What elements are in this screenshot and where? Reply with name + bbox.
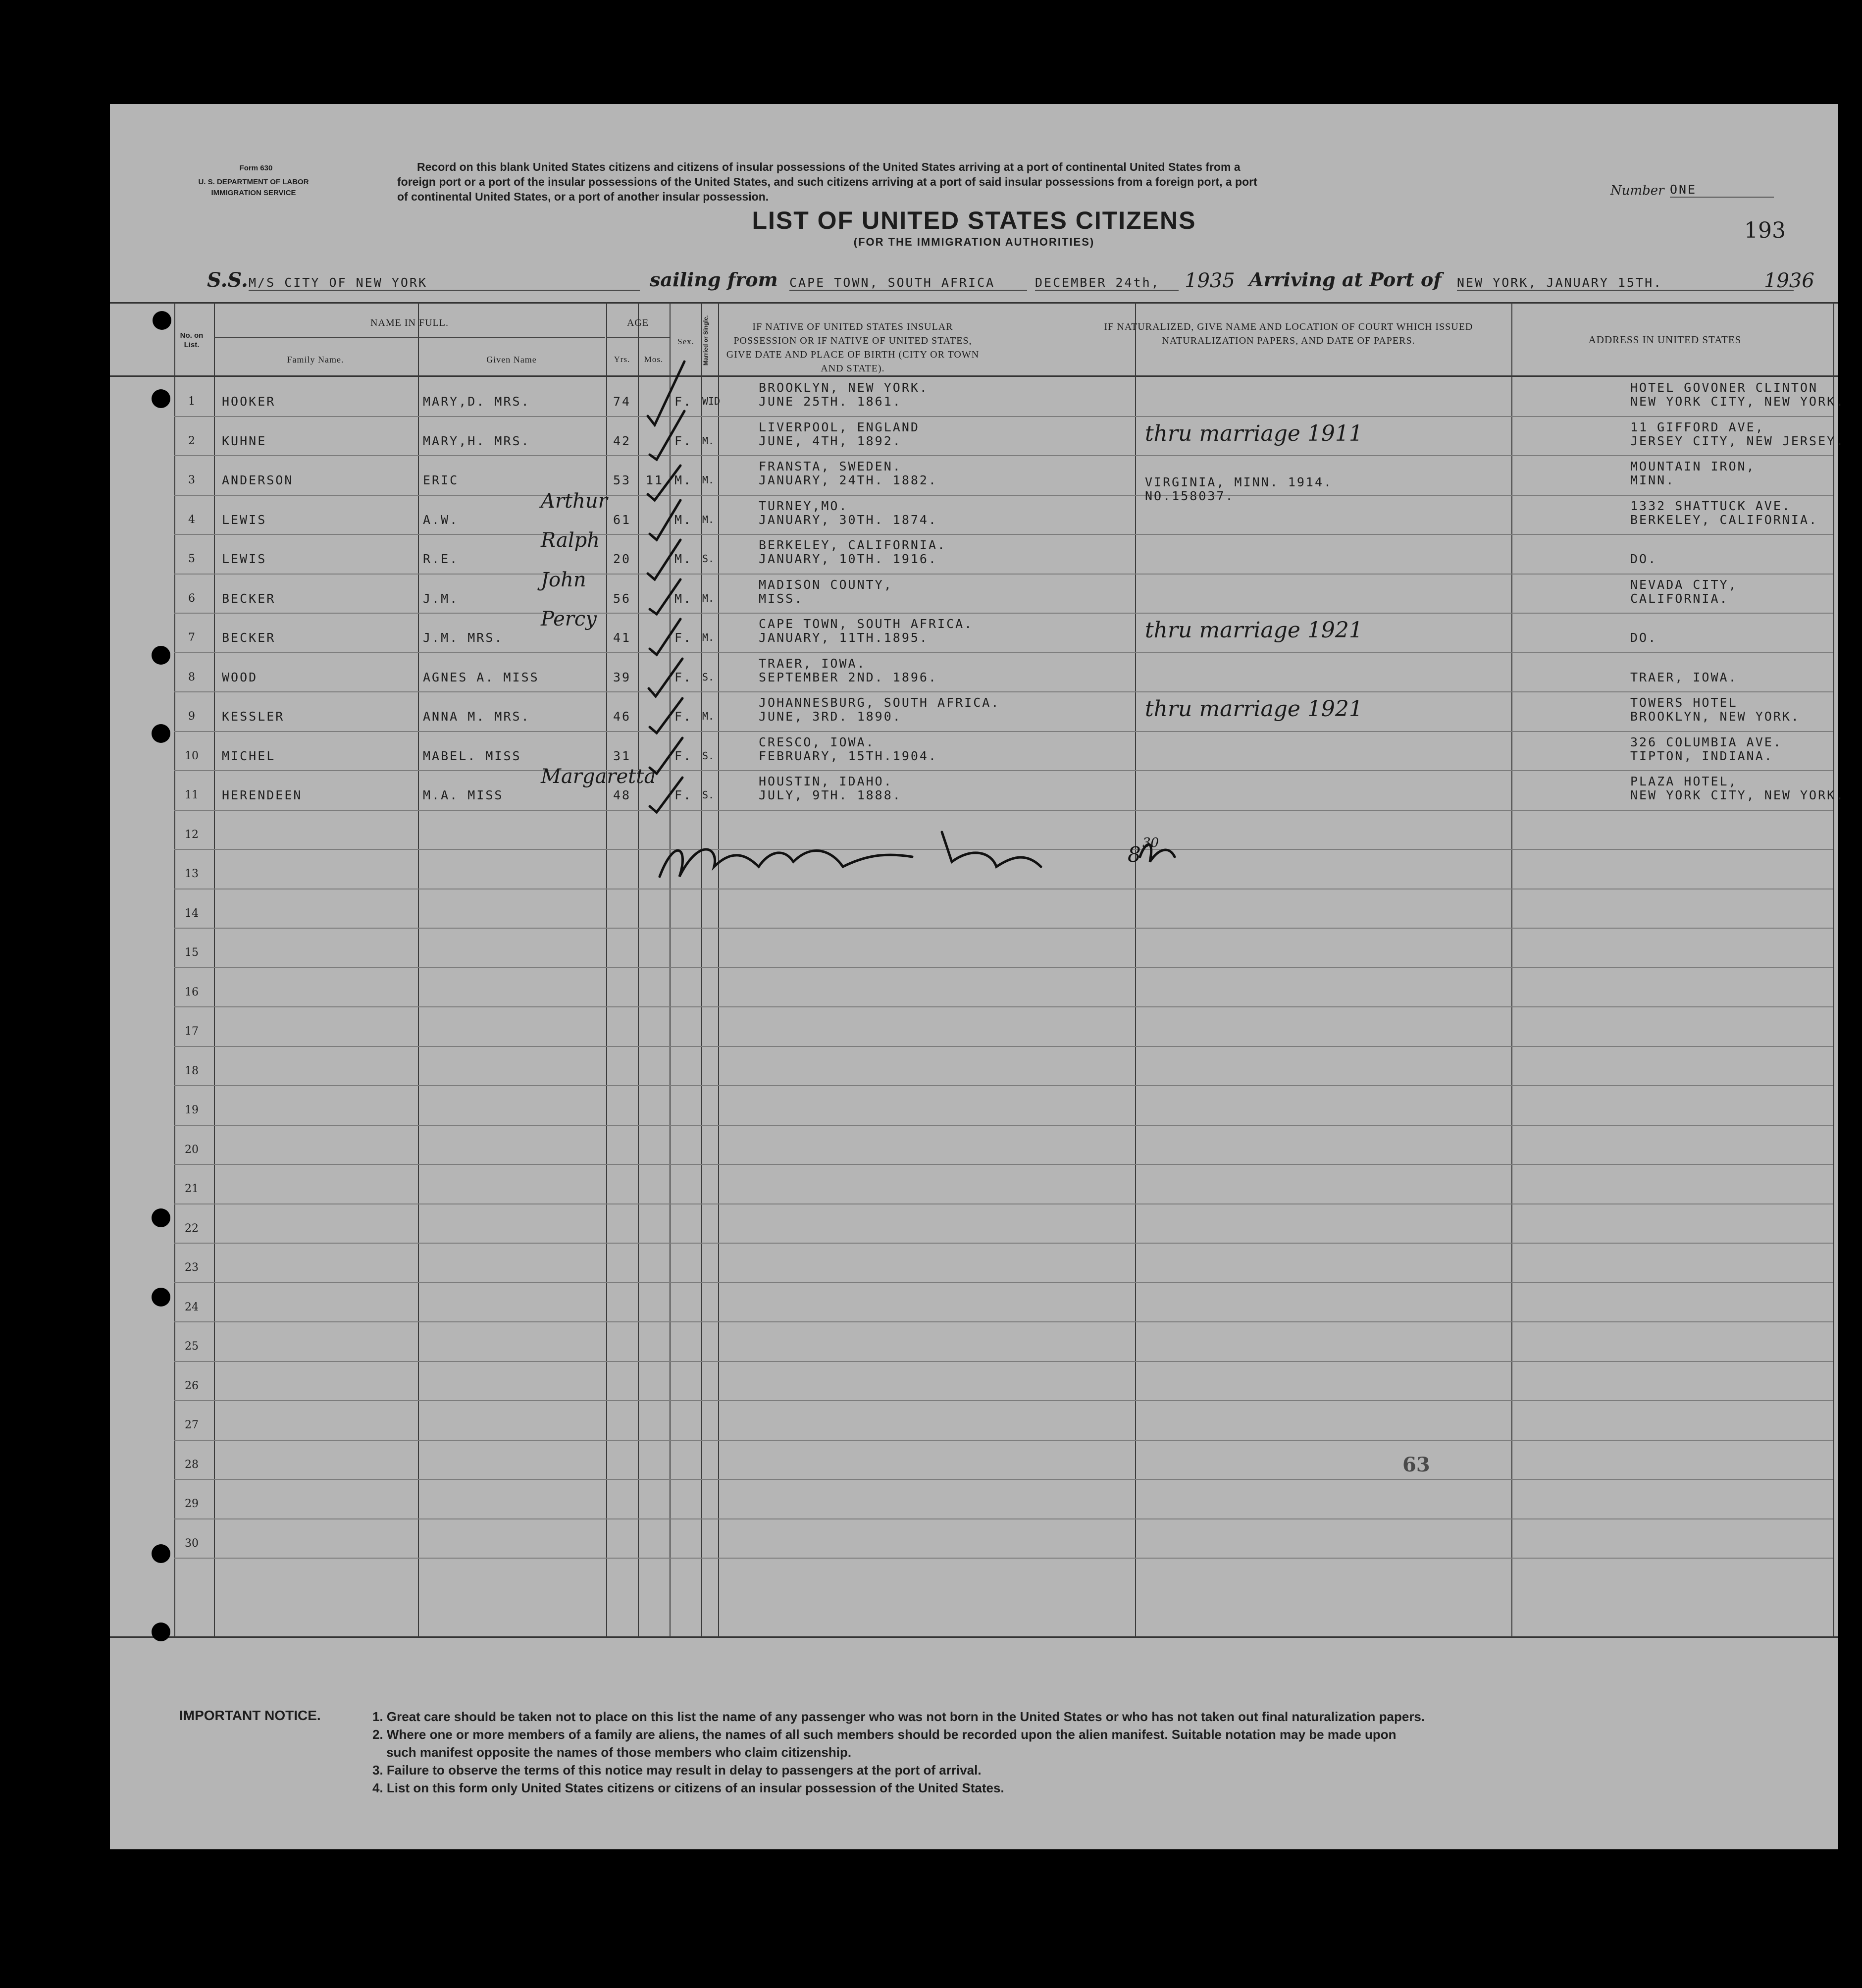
birth-date: JANUARY, 11TH.1895. [759, 630, 929, 645]
age-years: 74 [613, 394, 631, 409]
address-line-1: MOUNTAIN IRON, [1630, 459, 1756, 473]
punch-hole [152, 1622, 170, 1641]
family-name: HOOKER [222, 394, 276, 409]
family-name: KUHNE [222, 433, 267, 448]
given-name: J.M. [423, 591, 459, 606]
row-number: 11 [185, 789, 199, 801]
naturalization-court: VIRGINIA, MINN. 1914. [1145, 475, 1333, 489]
header-given-name: Given Name [486, 355, 537, 365]
birth-place: LIVERPOOL, ENGLAND [759, 419, 920, 434]
family-name: BECKER [222, 630, 276, 645]
punch-hole [152, 646, 170, 665]
row-number: 16 [185, 986, 199, 998]
row-number: 24 [185, 1301, 199, 1313]
birth-date: SEPTEMBER 2ND. 1896. [759, 670, 938, 684]
address-line-2: TIPTON, INDIANA. [1630, 748, 1773, 763]
service-label: IMMIGRATION SERVICE [211, 189, 296, 197]
row-number: 17 [185, 1025, 199, 1038]
instruction-line: foreign port or a port of the insular possessions of the United States, and such citizens arriving at a port of said insular possessions from a foreign port, a port [397, 175, 1257, 188]
row-number: 28 [185, 1458, 199, 1471]
address-line-2: DO. [1630, 630, 1657, 645]
sailing-year: 1935 [1185, 269, 1235, 292]
birth-place: HOUSTIN, IDAHO. [759, 774, 893, 788]
family-name: ANDERSON [222, 473, 294, 487]
address-line-2: NEW YORK CITY, NEW YORK. [1630, 394, 1845, 409]
family-name: HERENDEEN [222, 788, 303, 802]
birth-place: BROOKLYN, NEW YORK. [759, 380, 929, 395]
age-years: 42 [613, 433, 631, 448]
punch-hole [152, 724, 170, 743]
birth-place: CRESCO, IOWA. [759, 734, 875, 749]
age-years: 53 [613, 473, 631, 487]
notice-line-2b: such manifest opposite the names of those members who claim citizenship. [386, 1745, 852, 1760]
age-months: 11 [646, 473, 664, 487]
handwritten-marks [110, 104, 1838, 1849]
row-number: 30 [185, 1537, 199, 1550]
page-number: 193 [1744, 218, 1786, 243]
row-number: 12 [185, 828, 199, 841]
row-number: 29 [185, 1498, 199, 1510]
age-years: 39 [613, 670, 631, 684]
marital-status: WID [702, 395, 721, 407]
sailing-date: DECEMBER 24th, [1035, 275, 1179, 291]
given-name: ERIC [423, 473, 459, 487]
age-years: 31 [613, 748, 631, 763]
notice-body [372, 1708, 1425, 1797]
row-number: 23 [185, 1261, 199, 1274]
instruction-line: Record on this blank United States citizens and citizens of insular possessions of the United States arriving at a port of continental United States from a [417, 160, 1241, 173]
punch-hole [152, 1544, 170, 1563]
punch-hole [153, 311, 171, 330]
birth-place: MADISON COUNTY, [759, 577, 893, 592]
notice-line-2: 2. Where one or more members of a family are aliens, the names of all such members should be recorded upon the alien manifest. Suitable notation may be made upon [372, 1727, 1396, 1742]
given-name: M.A. MISS [423, 788, 504, 802]
arriving-port: NEW YORK, JANUARY 15TH. [1457, 275, 1794, 291]
handwritten-naturalization: thru marriage 1921 [1145, 618, 1363, 643]
instruction-line: of continental United States, or a port of another insular possession. [397, 190, 769, 203]
header-no-on-list: No. on List. [180, 331, 204, 349]
address-line-1: NEVADA CITY, [1630, 577, 1738, 592]
manifest-page [110, 104, 1845, 1849]
row-number: 27 [185, 1419, 199, 1431]
address-line-2: CALIFORNIA. [1630, 591, 1729, 606]
family-name: KESSLER [222, 709, 285, 724]
sex: F. [674, 748, 693, 763]
row-number: 18 [185, 1064, 199, 1077]
row-number: 13 [185, 868, 199, 880]
sailing-from: CAPE TOWN, SOUTH AFRICA [789, 275, 1027, 291]
header-married-or-single: Married or Single. [702, 315, 709, 366]
sex: M. [674, 591, 693, 606]
form-number: Form 630 [239, 164, 273, 172]
family-name: BECKER [222, 591, 276, 606]
given-name: R.E. [423, 552, 459, 566]
naturalization-number: NO.158037. [1145, 489, 1235, 503]
header-yrs: Yrs. [614, 355, 630, 364]
birth-date: JULY, 9TH. 1888. [759, 788, 902, 802]
row-number: 3 [188, 474, 195, 486]
row-number: 15 [185, 946, 199, 959]
family-name: WOOD [222, 670, 258, 684]
birth-date: JANUARY, 24TH. 1882. [759, 473, 938, 487]
notice-line-1: 1. Great care should be taken not to place on this list the name of any passenger who was not born in the United States or who has not taken out final naturalization papers. [372, 1709, 1425, 1724]
ship-prefix: S.S. [207, 268, 248, 292]
sex: M. [674, 552, 693, 566]
family-name: LEWIS [222, 512, 267, 527]
given-name: MARY,H. MRS. [423, 433, 530, 448]
signature-time-mark: 8 [1128, 842, 1141, 867]
stamp-number: 63 [1402, 1453, 1430, 1476]
age-years: 56 [613, 591, 631, 606]
row-number: 4 [188, 513, 195, 526]
row-number: 19 [185, 1104, 199, 1116]
sex: F. [674, 630, 693, 645]
address-line-1: HOTEL GOVONER CLINTON [1630, 380, 1818, 395]
birth-date: JUNE, 4TH, 1892. [759, 433, 902, 448]
arriving-label: Arriving at Port of [1249, 268, 1442, 291]
given-name: ANNA M. MRS. [423, 709, 530, 724]
punch-hole [152, 1288, 170, 1307]
address-line-2: BROOKLYN, NEW YORK. [1630, 709, 1800, 724]
row-number: 6 [188, 592, 195, 605]
header-birth-place: IF NATIVE OF UNITED STATES INSULAR POSSESSION OR IF NATIVE OF UNITED STATES, GIVE DATE AND PLACE OF BIRTH (CITY OR TOWN AND STATE). [726, 321, 980, 374]
sex: F. [674, 670, 693, 684]
row-number: 21 [185, 1183, 199, 1195]
punch-hole [152, 1208, 170, 1227]
age-years: 46 [613, 709, 631, 724]
handwritten-naturalization: thru marriage 1921 [1145, 696, 1363, 722]
family-name: LEWIS [222, 552, 267, 566]
birth-place: FRANSTA, SWEDEN. [759, 459, 902, 473]
sex: M. [674, 512, 693, 527]
age-years: 20 [613, 552, 631, 566]
given-name: MABEL. MISS [423, 748, 521, 763]
number-value: ONE [1670, 182, 1774, 198]
sex: M. [674, 473, 693, 487]
row-number: 26 [185, 1379, 199, 1392]
address-line-1: 326 COLUMBIA AVE. [1630, 734, 1782, 749]
header-naturalization: IF NATURALIZED, GIVE NAME AND LOCATION OF COURT WHICH ISSUED NATURALIZATION PAPERS, AND DATE OF PAPERS. [1104, 321, 1473, 346]
address-line-2: BERKELEY, CALIFORNIA. [1630, 512, 1818, 527]
address-line-2: TRAER, IOWA. [1630, 670, 1738, 684]
notice-line-3: 3. Failure to observe the terms of this notice may result in delay to passengers at the port of arrival. [372, 1763, 982, 1778]
ship-name: M/S CITY OF NEW YORK [249, 275, 640, 291]
row-number: 10 [185, 749, 199, 762]
header-sex: Sex. [677, 337, 694, 346]
department-label: U. S. DEPARTMENT OF LABOR [198, 178, 309, 186]
given-name: J.M. MRS. [423, 630, 504, 645]
row-number: 22 [185, 1222, 199, 1235]
page-title: LIST OF UNITED STATES CITIZENS [752, 207, 1196, 234]
row-number: 7 [188, 631, 195, 644]
marital-status: S. [702, 749, 715, 762]
address-line-1: 11 GIFFORD AVE, [1630, 419, 1764, 434]
birth-place: BERKELEY, CALIFORNIA. [759, 538, 947, 552]
marital-status: M. [702, 631, 715, 643]
header-mos: Mos. [644, 355, 664, 364]
handwritten-given-name: Ralph [541, 529, 600, 552]
address-line-2: MINN. [1630, 473, 1675, 487]
sex: F. [674, 709, 693, 724]
row-number: 5 [188, 553, 195, 565]
family-name: MICHEL [222, 748, 276, 763]
notice-heading: IMPORTANT NOTICE. [179, 1708, 321, 1723]
sex: F. [674, 788, 693, 802]
birth-place: JOHANNESBURG, SOUTH AFRICA. [759, 695, 1000, 710]
row-number: 25 [185, 1340, 199, 1353]
header-address: ADDRESS IN UNITED STATES [1588, 334, 1742, 346]
handwritten-given-name: Arthur [541, 489, 608, 513]
row-number: 1 [188, 395, 195, 408]
number-label: Number [1610, 183, 1664, 198]
inspector-signature-strokes [660, 832, 1175, 877]
given-name: A.W. [423, 512, 459, 527]
checkmark-strokes [648, 362, 684, 812]
sex: F. [674, 433, 693, 448]
given-name: AGNES A. MISS [423, 670, 539, 684]
birth-date: JUNE 25TH. 1861. [759, 394, 902, 409]
address-line-1: TOWERS HOTEL [1630, 695, 1738, 710]
address-line-2: JERSEY CITY, NEW JERSEY. [1630, 433, 1845, 448]
birth-place: TRAER, IOWA. [759, 656, 866, 671]
row-number: 20 [185, 1143, 199, 1156]
page-subtitle: (FOR THE IMMIGRATION AUTHORITIES) [853, 236, 1095, 248]
birth-place: TURNEY,MO. [759, 498, 848, 513]
address-line-1: 1332 SHATTUCK AVE. [1630, 498, 1791, 513]
row-number: 8 [188, 671, 195, 683]
handwritten-given-name: Margaretta [541, 765, 656, 788]
sex: F. [674, 394, 693, 409]
marital-status: M. [702, 474, 715, 486]
header-family-name: Family Name. [287, 355, 344, 365]
arriving-year: 1936 [1764, 269, 1814, 292]
sailing-label: sailing from [650, 268, 778, 291]
handwritten-naturalization: thru marriage 1911 [1145, 420, 1363, 446]
marital-status: S. [702, 553, 715, 565]
birth-date: JUNE, 3RD. 1890. [759, 709, 902, 724]
birth-place: CAPE TOWN, SOUTH AFRICA. [759, 617, 974, 631]
age-years: 41 [613, 630, 631, 645]
marital-status: S. [702, 789, 715, 801]
address-line-2: DO. [1630, 552, 1657, 566]
birth-date: JANUARY, 10TH. 1916. [759, 552, 938, 566]
notice-line-4: 4. List on this form only United States citizens or citizens of an insular possession of the United States. [372, 1780, 1004, 1795]
marital-status: S. [702, 671, 715, 683]
address-line-1: PLAZA HOTEL, [1630, 774, 1738, 788]
address-line-2: NEW YORK CITY, NEW YORK. [1630, 788, 1845, 802]
signature-time-superscript: 30 [1142, 836, 1159, 850]
age-years: 48 [613, 788, 631, 802]
marital-status: M. [702, 513, 715, 525]
marital-status: M. [702, 710, 715, 722]
given-name: MARY,D. MRS. [423, 394, 530, 409]
header-age: AGE [626, 317, 649, 328]
marital-status: M. [702, 434, 715, 447]
row-number: 2 [188, 434, 195, 447]
age-years: 61 [613, 512, 631, 527]
birth-date: MISS. [759, 591, 804, 606]
row-number: 14 [185, 907, 199, 920]
row-number: 9 [188, 710, 195, 723]
header-name-in-full: NAME IN FULL. [370, 317, 449, 328]
handwritten-given-name: Percy [541, 608, 597, 630]
punch-hole [152, 389, 170, 408]
marital-status: M. [702, 592, 715, 604]
birth-date: JANUARY, 30TH. 1874. [759, 512, 938, 527]
handwritten-given-name: John [541, 568, 586, 591]
birth-date: FEBRUARY, 15TH.1904. [759, 748, 938, 763]
